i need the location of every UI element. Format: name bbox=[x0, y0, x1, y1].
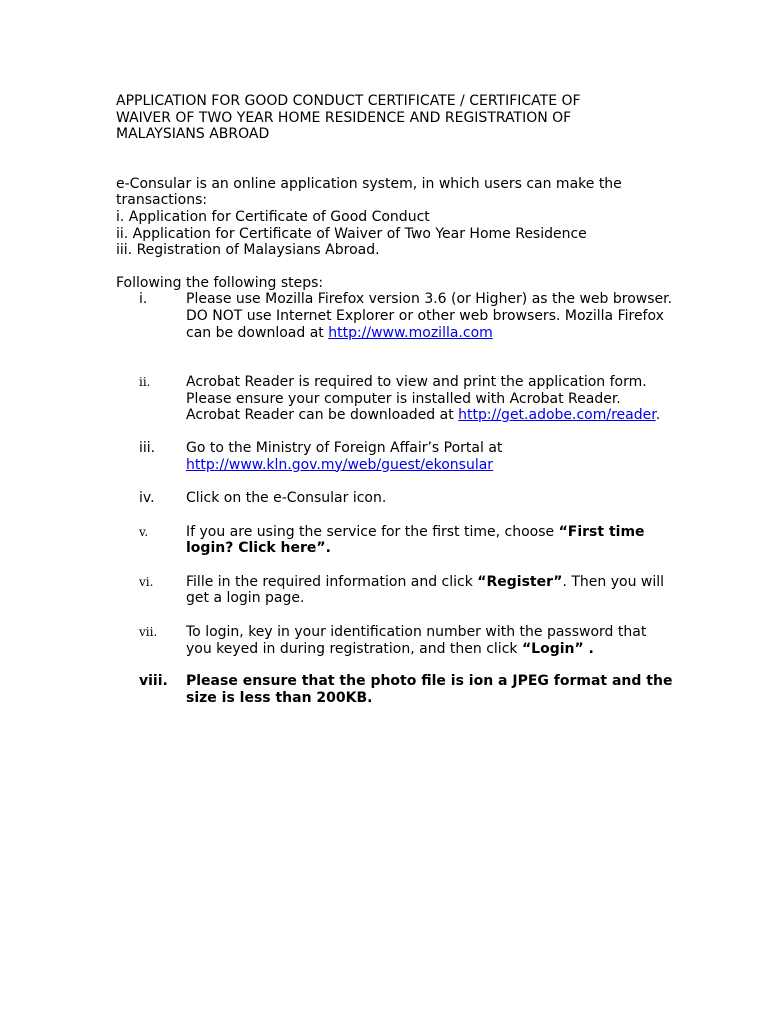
step-text-after: . bbox=[655, 407, 661, 424]
step-text: Fille in the required information and click bbox=[186, 573, 478, 590]
intro-paragraph bbox=[116, 176, 676, 259]
title-line: APPLICATION FOR GOOD CONDUCT CERTIFICATE / CERTIFICATE OF bbox=[116, 93, 581, 109]
mozilla-link[interactable]: http://www.mozilla.com bbox=[328, 324, 493, 341]
intro-line: ii. Application for Certificate of Waiver of Two Year Home Residence bbox=[116, 225, 587, 242]
intro-line: transactions: bbox=[116, 192, 208, 209]
document-page bbox=[116, 93, 676, 706]
step-text: If you are using the service for the first time, choose bbox=[186, 523, 559, 540]
step-item bbox=[116, 673, 676, 706]
step-item bbox=[116, 624, 676, 657]
step-item bbox=[116, 574, 676, 607]
step-number: vii. bbox=[139, 625, 158, 640]
step-bold-text: “Register” bbox=[477, 573, 563, 590]
document-title bbox=[116, 93, 676, 143]
step-text: Click on the e-Consular icon. bbox=[186, 490, 387, 507]
step-text: Please use Mozilla Firefox version 3.6 (or Higher) as the web browser. DO NOT use Internet Explorer or other web browsers. Mozilla Firefox can be download at bbox=[186, 291, 673, 341]
kln-portal-link[interactable]: http://www.kln.gov.my/web/guest/ekonsular bbox=[186, 456, 494, 473]
step-item bbox=[116, 291, 676, 341]
step-number: iii. bbox=[139, 439, 156, 456]
steps-heading: Following the following steps: bbox=[116, 274, 324, 291]
step-text: Please ensure that the photo file is ion a JPEG format and the size is less than 200KB. bbox=[186, 673, 673, 706]
step-item bbox=[116, 440, 676, 473]
intro-line: i. Application for Certificate of Good Conduct bbox=[116, 208, 430, 225]
steps-list bbox=[116, 291, 676, 706]
step-number: iv. bbox=[139, 490, 155, 507]
step-item bbox=[116, 490, 676, 507]
step-number: vi. bbox=[139, 574, 154, 589]
step-number: v. bbox=[139, 524, 149, 539]
step-item bbox=[116, 524, 676, 557]
step-number: i. bbox=[139, 291, 148, 308]
step-number: ii. bbox=[139, 375, 151, 390]
step-bold-text: “First time login? Click here”. bbox=[186, 523, 645, 557]
step-text: Go to the Ministry of Foreign Affair’s Portal at bbox=[186, 439, 503, 456]
step-item bbox=[116, 374, 676, 424]
step-text: Acrobat Reader is required to view and print the application form. Please ensure your computer is installed with Acrobat Reader. Acrobat Reader can be downloaded at bbox=[186, 374, 647, 424]
step-text-after: . Then you will get a login page. bbox=[186, 573, 665, 607]
step-number: viii. bbox=[139, 673, 168, 690]
step-text: To login, key in your identification number with the password that you keyed in during registration, and then click bbox=[186, 624, 647, 657]
title-line: MALAYSIANS ABROAD bbox=[116, 126, 270, 143]
adobe-reader-link[interactable]: http://get.adobe.com/reader bbox=[458, 407, 656, 424]
step-bold-text: “Login” . bbox=[521, 640, 594, 657]
title-line: WAIVER OF TWO YEAR HOME RESIDENCE AND REGISTRATION OF bbox=[116, 109, 572, 126]
intro-line: iii. Registration of Malaysians Abroad. bbox=[116, 242, 380, 259]
intro-line: e-Consular is an online application system, in which users can make the bbox=[116, 175, 622, 192]
